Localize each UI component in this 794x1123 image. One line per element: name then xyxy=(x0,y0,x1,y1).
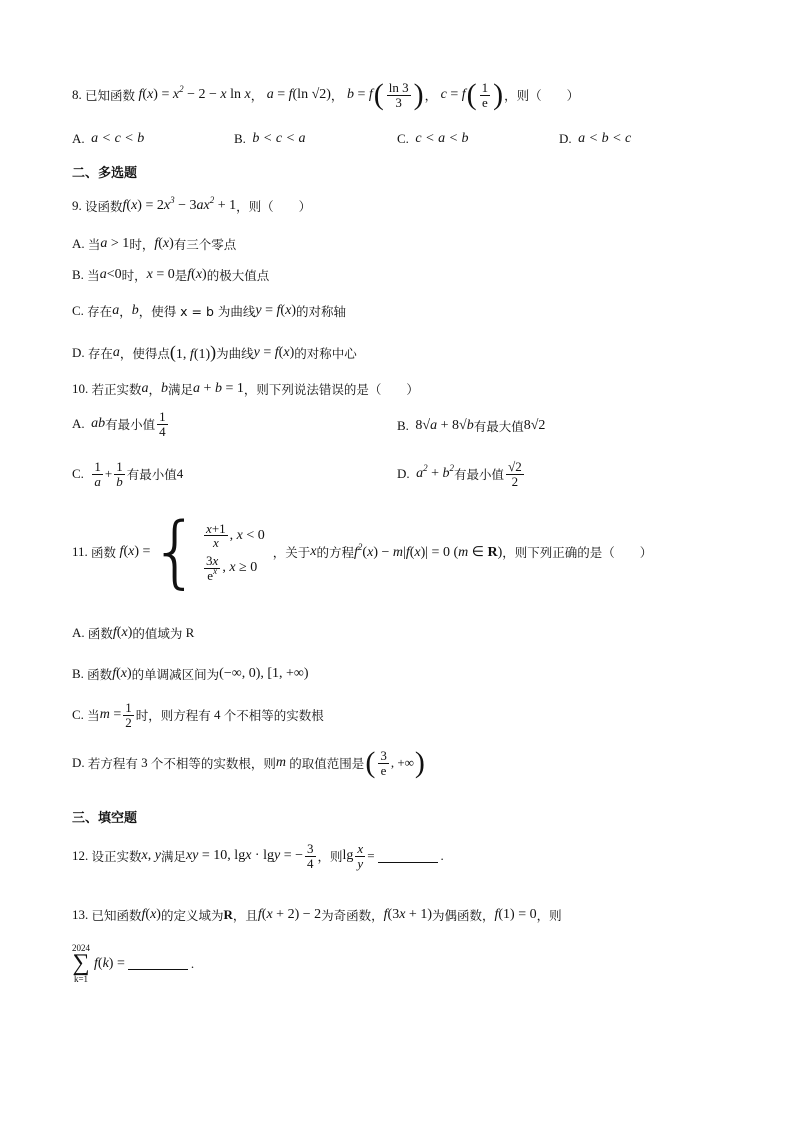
q10-option-d[interactable]: D. $a^2 + b^2$ 有最小值 $\frac{√2}{2}$ xyxy=(397,459,522,489)
summation-symbol: 2024 ∑ k=1 xyxy=(72,943,90,984)
q13-stem: 13. 已知函数 f(x) 的定义域为 R ，且 f(x + 2) − 2 为奇函数， f(3x + 1) 为偶函数， f(1) = 0 ，则 xyxy=(72,907,562,923)
section-heading-fill-blank: 三、填空题 xyxy=(72,811,138,826)
section-heading-multi-choice: 二、多选题 xyxy=(72,166,138,181)
q8-c-def: c = f xyxy=(437,87,466,102)
q9-option-a[interactable]: A. 当 a > 1 时， f(x) 有三个零点 xyxy=(72,236,237,252)
q8-then: ，则（ ） xyxy=(504,88,580,103)
q11-option-a[interactable]: A. 函数 f(x) 的值域为 R xyxy=(72,625,195,641)
q8-stem: 8. 已知函数 $f(x) = x^2 - 2 - x$ ln x ， a = f(ln √2) ， b = f ( $\frac{\ln 3}{3}$ ) ， c = f ( $\frac{1}{e}$ ) ，则（ ） xyxy=(72,78,580,111)
q11-option-c[interactable]: C. 当 m = $\frac{1}{2}$ 时，则方程有 4 个不相等的实数根 xyxy=(72,700,324,730)
q9-option-c[interactable]: C. 存在 a ， b ，使得 x = b 为曲线 y = f(x) 的对称轴 xyxy=(72,303,346,319)
q9-option-d[interactable]: D. 存在 a ，使得点 (1, f(1)) 为曲线 y = f(x) 的对称中心 xyxy=(72,342,357,362)
q8-option-c[interactable]: C. c < a < b xyxy=(397,131,469,146)
q10-option-a[interactable]: A. ab 有最小值 $\frac{1}{4}$ xyxy=(72,409,166,439)
q9-option-b[interactable]: B. 当 a<0 时， x = 0 是 f(x) 的极大值点 xyxy=(72,267,270,283)
q8-b-def: b = f xyxy=(343,87,373,102)
q13-answer-blank[interactable] xyxy=(128,957,188,970)
q8-option-d[interactable]: D. a < b < c xyxy=(559,131,632,146)
q9-stem: 9. 设函数 $f(x) = 2x^3 - 3ax^2 + 1$ ，则（ ） xyxy=(72,195,312,214)
q8-prefix: 已知函数 xyxy=(85,88,136,103)
q8-option-a[interactable]: A. a < c < b xyxy=(72,131,145,146)
q12-stem: 12. 设正实数 x, y 满足 xy = 10, lgx · lgy = − $\frac{3}{4}$ ，则 lg $\frac{x}{y}$ = . xyxy=(72,841,444,871)
q8-function: $f(x) = x^2 - 2 - x$ ln x xyxy=(135,84,251,102)
q12-answer-blank[interactable] xyxy=(378,850,438,863)
q11-option-d[interactable]: D. 若方程有 3 个不相等的实数根，则 m 的取值范围是 ( $\frac{3}{e}$ , +∞ ) xyxy=(72,746,425,779)
q11-stem: 11. 函数 f(x) = { $\frac{x+1}{x}$ , x < 0 $\frac{3x}{e^x}$ , x ≥ 0 ，关于 x 的方程 $f^2(x) - m|f(x)| = 0$ (m ∈ R) ，则下列正确的是（ ） xyxy=(72,507,653,597)
q8-a-def: a = f(ln √2) xyxy=(263,87,331,102)
q8-option-b[interactable]: B. b < c < a xyxy=(234,131,306,146)
q13-sum-line: 2024 ∑ k=1 f(k) = . xyxy=(72,943,195,984)
q8-number: 8. xyxy=(72,87,82,102)
q10-option-c[interactable]: C. $\frac{1}{a}$ + $\frac{1}{b}$ 有最小值 4 xyxy=(72,459,184,489)
q11-option-b[interactable]: B. 函数 f(x) 的单调减区间为 (−∞, 0), [1, +∞) xyxy=(72,666,309,682)
q10-option-b[interactable]: B. 8√a + 8√b 有最大值 8√2 xyxy=(397,418,546,434)
q10-stem: 10. 若正实数 a ， b 满足 a + b = 1 ，则下列说法错误的是（ ） xyxy=(72,381,419,397)
